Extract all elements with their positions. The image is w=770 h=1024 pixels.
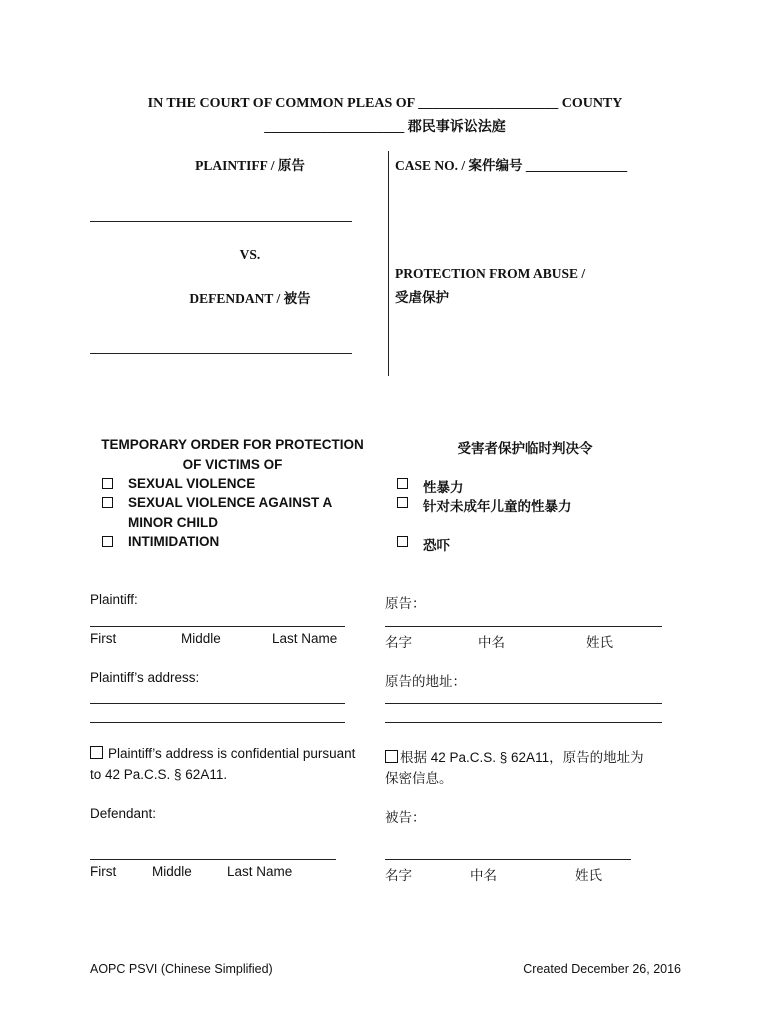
- intimidation-label-cn: 恐吓: [423, 538, 450, 553]
- minor-child-checkbox-cn[interactable]: [397, 497, 408, 508]
- defendant-label: DEFENDANT / 被告: [189, 291, 311, 306]
- confidential-checkbox[interactable]: [90, 746, 103, 759]
- created-date: Created December 26, 2016: [523, 962, 681, 976]
- plaintiff-first-label-cn: 名字: [385, 635, 412, 650]
- defendant-name-line[interactable]: [90, 353, 352, 354]
- plaintiff-label: PLAINTIFF / 原告: [195, 158, 305, 173]
- plaintiff-address-line-2-cn[interactable]: [385, 722, 662, 723]
- court-title: [0, 96, 770, 112]
- order-title-cn: 受害者保护临时判决令: [457, 441, 593, 456]
- order-title-line1: TEMPORARY ORDER FOR PROTECTION: [101, 437, 364, 452]
- defendant-field-label-cn: 被告：: [385, 810, 426, 825]
- sexual-violence-label: SEXUAL VIOLENCE: [128, 476, 256, 491]
- protection-from-abuse-en: PROTECTION FROM ABUSE /: [395, 266, 586, 281]
- intimidation-checkbox-cn[interactable]: [397, 536, 408, 547]
- defendant-last-label-cn: 姓氏: [575, 868, 602, 883]
- plaintiff-first-label: First: [90, 631, 117, 646]
- vs-label: VS.: [239, 247, 261, 262]
- plaintiff-middle-label: Middle: [181, 631, 221, 646]
- defendant-first-label-cn: 名字: [385, 868, 412, 883]
- confidential-line-1-cn: [385, 746, 644, 766]
- defendant-name-field[interactable]: [90, 859, 336, 860]
- sexual-violence-checkbox[interactable]: [102, 478, 113, 489]
- plaintiff-address-line-1[interactable]: [90, 703, 345, 704]
- plaintiff-address-line-1-cn[interactable]: [385, 703, 662, 704]
- confidential-text-2-cn: 保密信息。: [385, 771, 453, 786]
- court-title-cn: [0, 116, 770, 136]
- plaintiff-name-line[interactable]: [90, 221, 352, 222]
- plaintiff-name-field[interactable]: [90, 626, 345, 627]
- defendant-last-label: Last Name: [227, 864, 293, 879]
- confidential-text-1-cn: 根据 42 Pa.C.S. § 62A11，原告的地址为: [400, 750, 644, 765]
- sexual-violence-label-cn: 性暴力: [423, 480, 464, 495]
- intimidation-label: INTIMIDATION: [128, 534, 220, 549]
- sexual-violence-checkbox-cn[interactable]: [397, 478, 408, 489]
- plaintiff-name-field-cn[interactable]: [385, 626, 662, 627]
- caption-divider: [388, 151, 389, 376]
- confidential-checkbox-cn[interactable]: [385, 750, 398, 763]
- confidential-text-1: Plaintiff’s address is confidential pursuant: [108, 746, 356, 761]
- defendant-field-label: Defendant:: [90, 806, 157, 821]
- defendant-middle-label-cn: 中名: [470, 868, 497, 883]
- minor-child-label-cn: 针对未成年儿童的性暴力: [423, 499, 572, 514]
- defendant-first-label: First: [90, 864, 117, 879]
- case-number[interactable]: CASE NO. / 案件编号 _______________: [395, 158, 628, 173]
- plaintiff-last-label-cn: 姓氏: [586, 635, 613, 650]
- plaintiff-field-label: Plaintiff:: [90, 592, 138, 607]
- plaintiff-address-label: Plaintiff’s address:: [90, 670, 200, 685]
- defendant-middle-label: Middle: [152, 864, 192, 879]
- defendant-name-field-cn[interactable]: [385, 859, 631, 860]
- minor-child-label-1: SEXUAL VIOLENCE AGAINST A: [128, 495, 333, 510]
- protection-from-abuse-cn: 受虐保护: [395, 290, 449, 305]
- confidential-text-2: to 42 Pa.C.S. § 62A11.: [90, 767, 228, 782]
- order-title-line2: OF VICTIMS OF: [182, 457, 283, 472]
- minor-child-label-2: MINOR CHILD: [128, 515, 218, 530]
- form-id: AOPC PSVI (Chinese Simplified): [90, 962, 273, 976]
- minor-child-checkbox[interactable]: [102, 497, 113, 508]
- plaintiff-address-label-cn: 原告的地址：: [385, 674, 466, 689]
- confidential-line-1: [90, 746, 355, 761]
- intimidation-checkbox[interactable]: [102, 536, 113, 547]
- plaintiff-address-line-2[interactable]: [90, 722, 345, 723]
- plaintiff-middle-label-cn: 中名: [478, 635, 505, 650]
- plaintiff-field-label-cn: 原告：: [385, 596, 426, 611]
- court-line-cn: ____________________ 郡民事诉讼法庭: [264, 120, 506, 135]
- plaintiff-last-label: Last Name: [272, 631, 338, 646]
- court-line: IN THE COURT OF COMMON PLEAS OF ____________________ COUNTY: [147, 96, 623, 111]
